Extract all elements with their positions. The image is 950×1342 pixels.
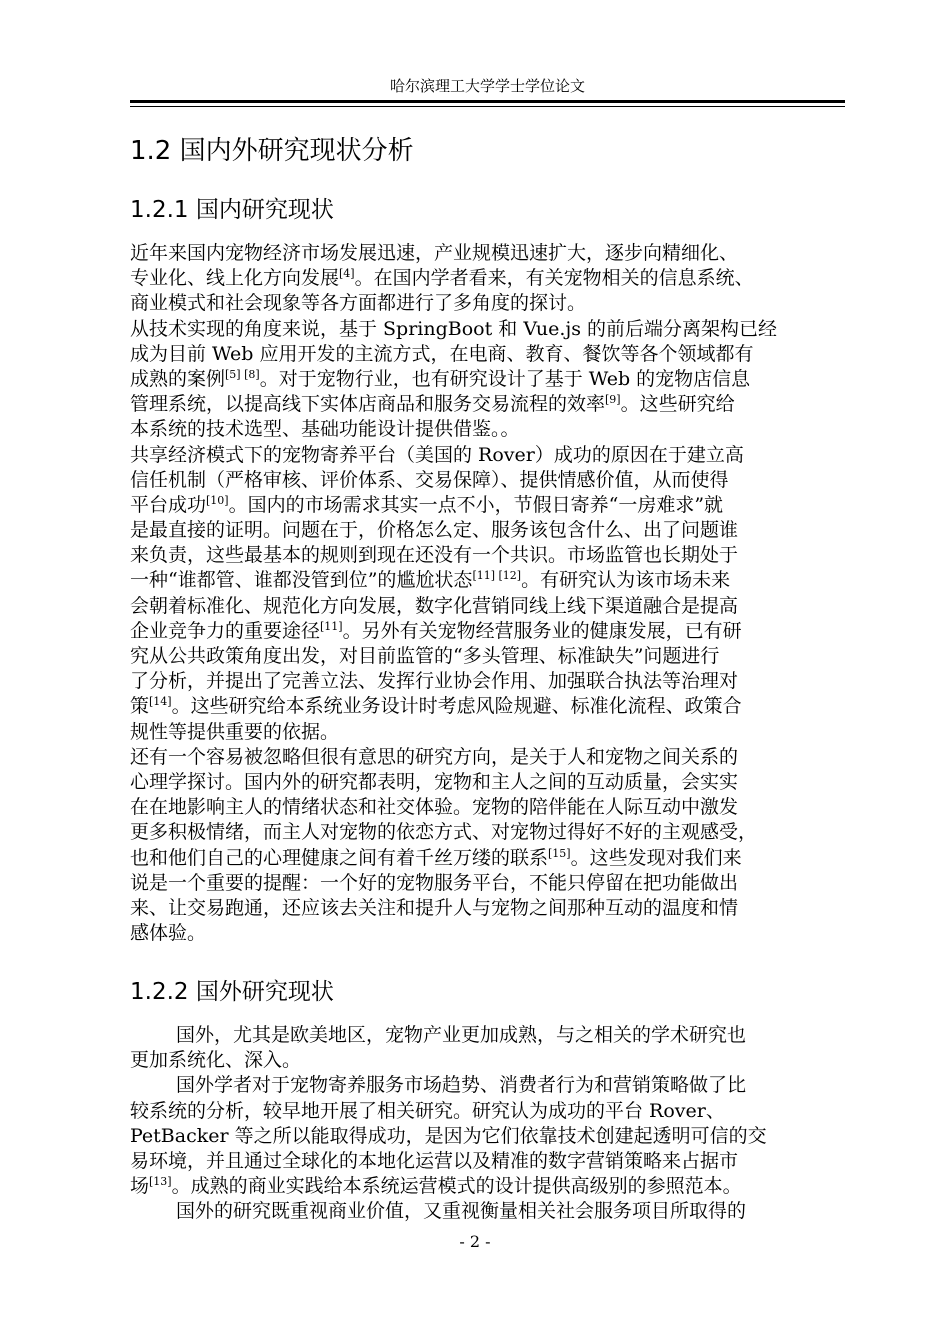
page-number: - 2 - bbox=[459, 1232, 491, 1251]
text-line: 企业竞争力的重要途径[11]。另外有关宠物经营服务业的健康发展，已有研 bbox=[130, 619, 742, 642]
text-line: 共享经济模式下的宠物寄养平台（美国的 Rover）成功的原因在于建立高 bbox=[130, 443, 744, 466]
citation-marker: [4] bbox=[339, 267, 355, 281]
text-line: 来负责，这些最基本的规则到现在还没有一个共识。市场监管也长期处于 bbox=[130, 544, 739, 567]
text-line: 是最直接的证明。问题在于，价格怎么定、服务该包含什么、出了问题谁 bbox=[130, 519, 739, 542]
text-line: PetBacker 等之所以能取得成功，是因为它们依靠技术创建起透明可信的交 bbox=[130, 1124, 767, 1147]
text-line: 较系统的分析，较早地开展了相关研究。研究认为成功的平台 Rover、 bbox=[130, 1099, 725, 1122]
text-line: 平台成功[10]。国内的市场需求其实一点不小，节假日寄养“一房难求”就 bbox=[130, 493, 724, 516]
text-line: 感体验。 bbox=[130, 922, 207, 945]
text-line: 在在地影响主人的情绪状态和社交体验。宠物的陪伴能在人际互动中激发 bbox=[130, 796, 739, 819]
text-line: 近年来国内宠物经济市场发展迅速，产业规模迅速扩大，逐步向精细化、 bbox=[130, 242, 739, 264]
text-line: 策[14]。这些研究给本系统业务设计时考虑风险规避、标准化流程、政策合 bbox=[130, 695, 742, 718]
header-rule-thin bbox=[130, 106, 845, 107]
text-line: 本系统的技术选型、基础功能设计提供借鉴。。 bbox=[130, 418, 520, 441]
domestic-research-text bbox=[130, 241, 860, 946]
text-line: 国外学者对于宠物寄养服务市场趋势、消费者行为和营销策略做了比 bbox=[176, 1074, 747, 1097]
text-line: 规性等提供重要的依据。 bbox=[130, 720, 340, 743]
running-header: 哈尔滨理工大学学士学位论文 bbox=[389, 77, 585, 95]
text-line: 成为目前 Web 应用开发的主流方式，在电商、教育、餐饮等各个领域都有 bbox=[130, 342, 754, 365]
text-line: 心理学探讨。国内外的研究都表明，宠物和主人之间的互动质量，会实实 bbox=[130, 770, 739, 793]
text-line: 从技术实现的角度来说，基于 SpringBoot 和 Vue.js 的前后端分离架构已经 bbox=[130, 317, 778, 340]
citation-marker: [13] bbox=[149, 1175, 172, 1189]
text-line: 说是一个重要的提醒：一个好的宠物服务平台，不能只停留在把功能做出 bbox=[130, 871, 739, 894]
text-line: 来、让交易跑通，还应该去关注和提升人与宠物之间那种互动的温度和情 bbox=[130, 896, 739, 919]
text-line: 还有一个容易被忽略但很有意思的研究方向，是关于人和宠物之间关系的 bbox=[130, 745, 739, 768]
text-line: 更加系统化、深入。 bbox=[130, 1049, 302, 1072]
citation-marker: [11] bbox=[320, 619, 343, 633]
header-rule-thick bbox=[130, 100, 845, 103]
citation-marker: [15] bbox=[548, 846, 571, 860]
text-line: 会朝着标准化、规范化方向发展，数字化营销同线上线下渠道融合是提高 bbox=[130, 594, 739, 617]
text-line: 信任机制（严格审核、评价体系、交易保障）、提供情感价值，从而使得 bbox=[130, 468, 729, 491]
text-line: 场[13]。成熟的商业实践给本系统运营模式的设计提供高级别的参照范本。 bbox=[130, 1175, 742, 1198]
text-line: 商业模式和社会现象等各方面都进行了多角度的探讨。 bbox=[130, 292, 587, 315]
text-line: 了分析，并提出了完善立法、发挥行业协会作用、加强联合执法等治理对 bbox=[130, 670, 739, 693]
citation-marker: [10] bbox=[206, 493, 229, 507]
citation-marker: [5] [8] bbox=[225, 367, 260, 381]
text-line: 管理系统，以提高线下实体店商品和服务交易流程的效率[9]。这些研究给 bbox=[130, 393, 735, 416]
subsection-heading-foreign: 1.2.2 国外研究现状 bbox=[130, 979, 334, 1005]
foreign-research-text bbox=[130, 1023, 860, 1225]
citation-marker: [11] [12] bbox=[472, 569, 522, 583]
section-heading: 1.2 国内外研究现状分析 bbox=[130, 136, 414, 166]
text-line: 更多积极情绪，而主人对宠物的依恋方式、对宠物过得好不好的主观感受， bbox=[130, 821, 758, 844]
text-line: 成熟的案例[5] [8]。对于宠物行业，也有研究设计了基于 Web 的宠物店信息 bbox=[130, 367, 751, 390]
citation-marker: [9] bbox=[605, 393, 621, 407]
text-line: 易环境，并且通过全球化的本地化运营以及精准的数字营销策略来占据市 bbox=[130, 1149, 739, 1172]
text-line: 也和他们自己的心理健康之间有着千丝万缕的联系[15]。这些发现对我们来 bbox=[130, 846, 742, 869]
text-line: 究从公共政策角度出发，对目前监管的“多头管理、标准缺失”问题进行 bbox=[130, 645, 720, 667]
text-line: 国外，尤其是欧美地区，宠物产业更加成熟，与之相关的学术研究也 bbox=[176, 1024, 747, 1046]
text-line: 一种“谁都管、谁都没管到位”的尴尬状态[11] [12]。有研究认为该市场未来 bbox=[130, 569, 731, 592]
text-line: 专业化、线上化方向发展[4]。在国内学者看来，有关宠物相关的信息系统、 bbox=[130, 267, 754, 290]
text-line: 国外的研究既重视商业价值，又重视衡量相关社会服务项目所取得的 bbox=[176, 1200, 747, 1223]
citation-marker: [14] bbox=[149, 695, 172, 709]
subsection-heading-domestic: 1.2.1 国内研究现状 bbox=[130, 197, 334, 223]
